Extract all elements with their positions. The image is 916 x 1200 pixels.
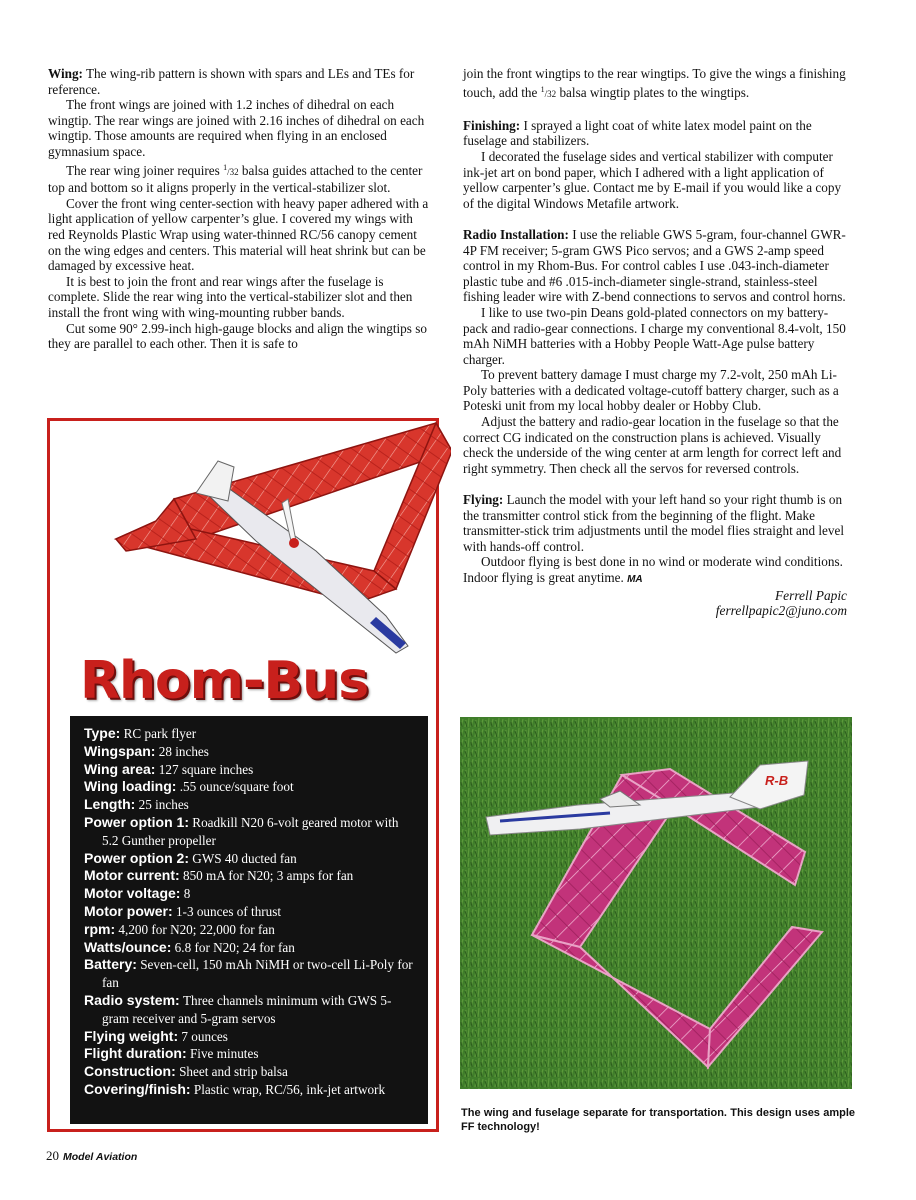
radio-text: I use the reliable GWS 5-gram, four-channel GWR-4P FM receiver; 5-gram GWS Pico servos; and a GWS 2-amp speed control in my Rhom-Bus. For control cables I use .043-inch-diameter plastic tube and #6 .015-inch-diameter single-strand, stainless-steel fishing leader wire with Z-bend connections to servos and control horns. [463,226,846,305]
spec-value: GWS 40 ducted fan [192,850,297,866]
article-title: Rhom-Bus [80,651,369,711]
spec-row [84,796,416,814]
tail-marking: R-B [765,773,789,788]
spec-label: Watts/ounce: [84,938,172,955]
magazine-name: Model Aviation [63,1151,138,1163]
spec-value: 8 [183,886,191,902]
wing-heading: Wing: [48,66,83,81]
joiner-text-a: The rear wing joiner requires [66,162,224,178]
spec-label: Power option 2: [84,849,189,866]
spec-value: 6.8 for N20; 24 for fan [174,939,295,955]
spec-row [84,939,416,957]
fraction-numerator: 1 [540,84,545,94]
finishing-text: I sprayed a light coat of white latex model paint on the fuselage and stabilizers. [463,117,812,149]
right-text-column [463,66,847,619]
spec-label: Wingspan: [84,742,156,759]
spec-row [84,725,416,743]
spec-value: Roadkill N20 6-volt geared motor with 5.2 Gunther propeller [102,814,399,848]
spec-row [84,1063,416,1081]
spec-value: RC park flyer [123,726,197,741]
author-email: ferrellpapic2@juno.com [715,603,847,619]
spec-value: Five minutes [189,1046,259,1062]
spinner [289,538,299,548]
page-footer [46,1148,137,1164]
spec-row [84,867,416,885]
fraction-numerator: 1 [223,162,228,172]
spec-row [84,1045,416,1063]
wingtip-text-b: balsa wingtip plates to the wingtips. [556,84,750,100]
spec-value: 7 ounces [181,1028,228,1044]
fraction-denominator: /32 [544,88,557,99]
spec-value: .55 ounce/square foot [179,779,294,795]
joiner-paragraph [48,160,432,196]
spec-label: Motor current: [84,867,180,884]
spec-row [84,778,416,796]
dihedral-paragraph: The front wings are joined with 1.2 inches of dihedral on each wingtip. The rear wings are joined with 2.16 inches of dihedral on each wingtip. Those amounts are required when flying in an enclosed gymnasium space. [48,97,425,159]
rhom-bus-plane-image [56,421,451,661]
wingtip-paragraph [463,66,847,102]
spec-value: 4,200 for N20; 22,000 for fan [118,921,275,937]
spec-value: Seven-cell, 150 mAh NiMH or two-cell Li-Poly for fan [102,957,413,991]
photo-caption: The wing and fuselage separate for transportation. This design uses ample FF technology! [461,1107,855,1133]
spec-value: Three channels minimum with GWS 5-gram receiver and 5-gram servos [102,992,392,1026]
end-mark: MA [627,574,643,585]
spec-label: Power option 1: [84,813,189,830]
covering-paragraph: Cover the front wing center-section with heavy paper adhered with a light application of yellow carpenter’s glue. I covered my wings with red Reynolds Plastic Wrap using water-thinned RC/56 canopy cement on the wing edges and centers. This material will heat shrink but can be damaged by excessive heat. [48,195,429,274]
flying-heading: Flying: [463,492,504,508]
model-photo [460,717,852,1089]
spec-label: Type: [84,725,121,741]
spec-row [84,743,416,761]
fraction-denominator: /32 [227,166,239,177]
finishing-heading: Finishing: [463,117,521,133]
spec-row [84,1081,416,1099]
blocks-paragraph: Cut some 90° 2.99-inch high-gauge blocks and align the wingtips so they are parallel to each other. Then it is safe to [48,320,427,352]
spec-label: Battery: [84,956,137,973]
spec-label: Covering/finish: [84,1080,191,1097]
flying-text: Launch the model with your left hand so your right thumb is on the transmitter control stick from the beginning of the flight. Make transmitter-stick trim adjustments until the model flies straight and level with hands-off control. [463,492,844,554]
spec-label: Radio system: [84,991,180,1008]
spec-row [84,992,416,1028]
model-photo-image [460,717,852,1089]
spec-label: Wing loading: [84,778,177,795]
outdoor-text: Outdoor flying is best done in no wind or moderate wind conditions. Indoor flying is great anytime. [463,554,843,585]
author-name: Ferrell Papic [774,587,847,603]
page-number: 20 [46,1148,59,1163]
specifications-panel [70,716,428,1124]
spec-value: 25 inches [138,797,189,813]
spec-row [84,761,416,779]
spec-row [84,1028,416,1046]
joiner-text-b: balsa guides attached to the center top and bottom so it aligns properly in the vertical-stabilizer slot. [48,162,423,196]
spec-value: 28 inches [158,743,209,759]
wing-paragraph [48,66,432,97]
spec-row [84,956,416,992]
spec-value: 850 mA for N20; 3 amps for fan [182,868,354,884]
spec-label: rpm: [84,920,116,937]
spec-row [84,903,416,921]
spec-row [84,814,416,850]
spec-row [84,850,416,868]
wing-text: The wing-rib pattern is shown with spars and LEs and TEs for reference. [48,66,415,97]
spec-label: Motor voltage: [84,885,181,902]
spec-row [84,921,416,939]
spec-value: 1-3 ounces of thrust [175,903,282,919]
lipoly-paragraph: To prevent battery damage I must charge my 7.2-volt, 250 mAh Li-Poly batteries with a dedicated voltage-cutoff battery charger, such as a Poteski unit from my local hobby dealer or Hobby Club. [463,367,839,414]
spec-box-frame [47,418,439,1132]
left-text-column [48,66,432,352]
flying-paragraph [463,492,847,554]
wingtip-text-a: join the front wingtips to the rear wingtips. To give the wings a finishing touch, add the [463,66,846,100]
finishing-paragraph [463,118,847,149]
spec-value: Plastic wrap, RC/56, ink-jet artwork [193,1081,386,1097]
spec-label: Wing area: [84,760,156,777]
radio-paragraph [463,227,847,305]
connectors-paragraph: I like to use two-pin Deans gold-plated connectors on my battery-pack and radio-gear connections. I charge my conventional 8.4-volt, 150 mAh NiMH batteries with a Hobby People Watt-Age pulse battery charger. [463,304,846,367]
cg-paragraph: Adjust the battery and radio-gear location in the fuselage so that the correct CG indicated on the construction plans is achieved. Visually check the underside of the wing center at arm length for correct left and right symmetry. Then check all the servos for reversed controls. [463,414,842,476]
spec-row [84,885,416,903]
outdoor-paragraph [463,554,847,587]
spec-value: Sheet and strip balsa [179,1064,288,1080]
spec-label: Flying weight: [84,1027,179,1044]
spec-value: 127 square inches [158,761,254,777]
spec-label: Motor power: [84,902,173,919]
spec-label: Construction: [84,1063,176,1080]
assembly-paragraph: It is best to join the front and rear wings after the fuselage is complete. Slide the rear wing into the vertical-stabilizer slot and then install the front wing with wing-mounting rubber bands. [48,273,413,320]
spec-label: Length: [84,796,136,813]
radio-heading: Radio Installation: [463,226,569,242]
spec-label: Flight duration: [84,1045,187,1062]
decoration-paragraph: I decorated the fuselage sides and vertical stabilizer with computer ink-jet art on bond paper, which I adhered with a light application of yellow carpenter’s glue. Contact me by E-mail if you would like a copy of the digital Windows Metafile artwork. [463,148,842,211]
